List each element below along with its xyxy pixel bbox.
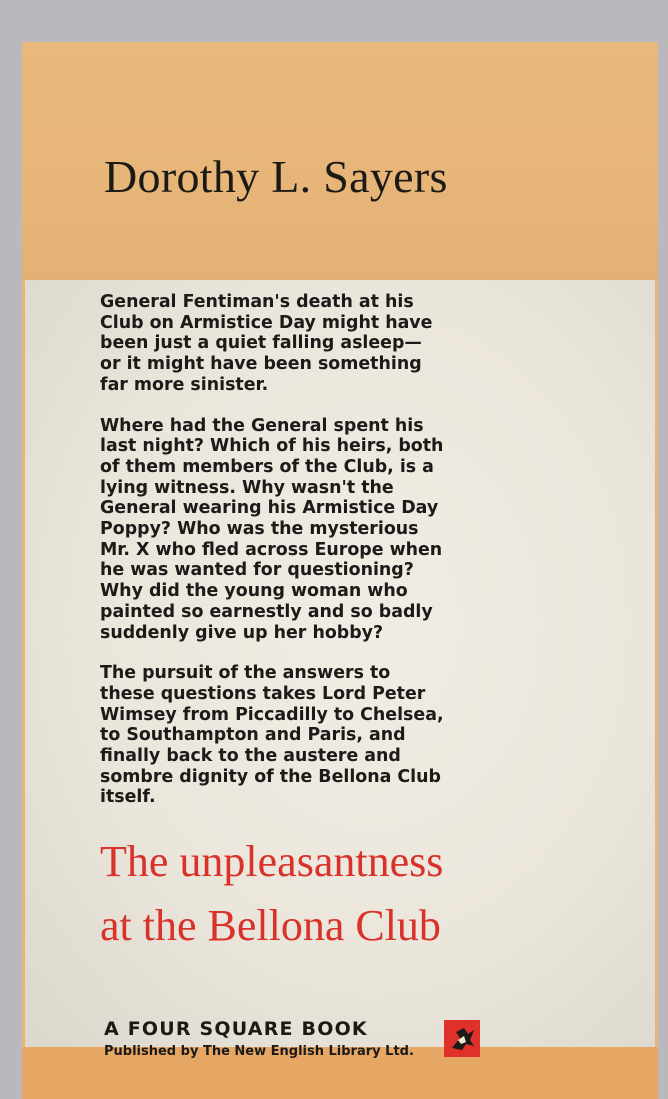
- publisher-line: A FOUR SQUARE BOOK: [104, 1018, 368, 1040]
- blurb-paragraph: The pursuit of the answers to these questions takes Lord Peter Wimsey from Piccadilly to Chelsea, to Southampton and Paris, and finally back to the austere and sombre dignity of the Bellona Club itself.: [100, 663, 444, 808]
- blurb-paragraph: Where had the General spent his last night? Which of his heirs, both of them members of the Club, is a lying witness. Why wasn't the General wearing his Armistice Day Poppy? Who was the mysterious Mr. X who fled across Europe when he was wanted for questioning? Why did the young woman who painted so earnestly and so badly suddenly give up her hobby?: [100, 415, 444, 643]
- blurb-text: [100, 292, 500, 828]
- blurb-paragraph: General Fentiman's death at his Club on Armistice Day might have been just a quiet falling asleep— or it might have been something far more sinister.: [100, 292, 433, 395]
- book-title: The unpleasantness at the Bellona Club: [100, 837, 444, 950]
- four-square-logo-icon: [444, 1020, 480, 1057]
- author-name: Dorothy L. Sayers: [104, 151, 448, 202]
- imprint-line: Published by The New English Library Ltd.: [104, 1044, 414, 1059]
